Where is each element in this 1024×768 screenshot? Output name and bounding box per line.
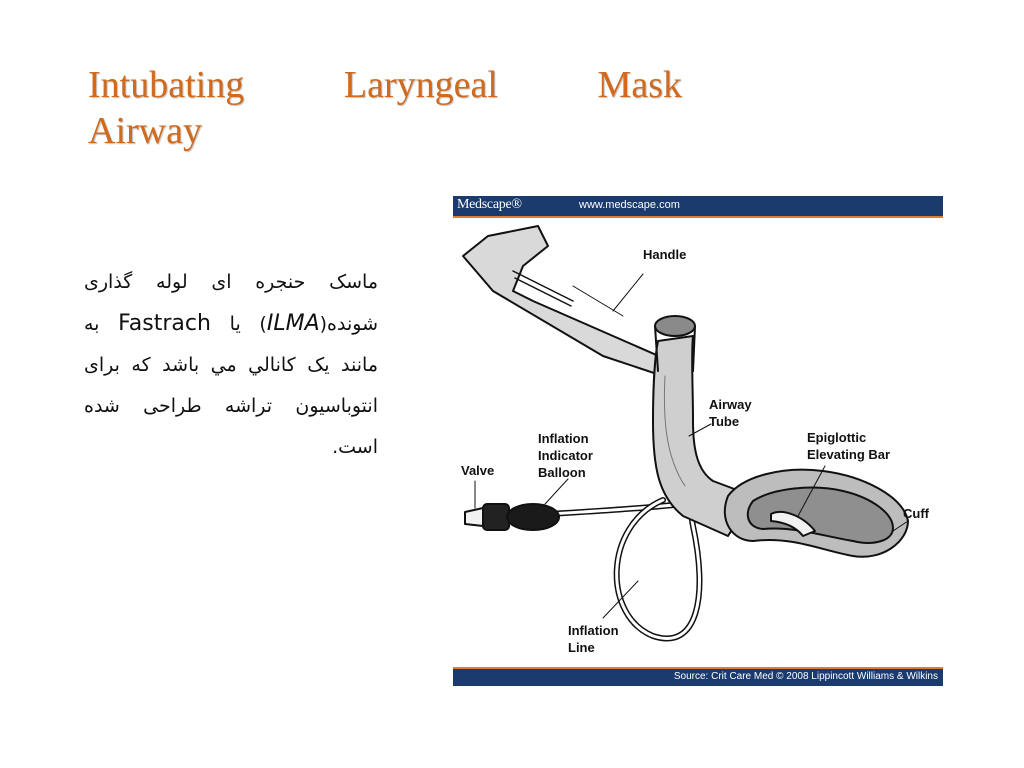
label-airway-tube-line1: Airway (709, 397, 752, 412)
leader-balloon (545, 479, 568, 504)
body-segment-2: ) یا (210, 313, 267, 335)
label-balloon-line2: Indicator (538, 448, 593, 463)
label-valve (461, 462, 494, 479)
label-balloon-line3: Balloon (538, 465, 586, 480)
label-cuff-text: Cuff (903, 506, 929, 521)
label-airway-tube (709, 396, 752, 430)
body-abbrev: ILMA (266, 311, 320, 336)
body-segment-1: ماسک حنجره ای لوله گذاری شونده( (84, 271, 378, 335)
ilma-figure (453, 196, 943, 686)
label-epiglottic-line1: Epiglottic (807, 430, 867, 445)
title-word-2: Laryngeal (343, 64, 498, 106)
medscape-logo: Medscape® (457, 197, 522, 212)
figure-footer (453, 667, 943, 686)
label-inflation-line-line1: Inflation (568, 623, 619, 638)
title-line-2: Airway (88, 110, 202, 152)
valve-body (483, 504, 509, 530)
label-airway-tube-line2: Tube (709, 414, 740, 429)
label-balloon-line1: Inflation (538, 431, 589, 446)
leader-handle (613, 274, 643, 311)
title-word-3: Mask (597, 64, 682, 106)
valve-tip (465, 508, 483, 526)
label-inflation-line-line2: Line (568, 640, 595, 655)
title-word-1: Intubating (88, 64, 245, 106)
label-inflation-line (568, 622, 619, 656)
title-line-1 (88, 62, 682, 108)
body-segment-3: به مانند یک کانالي مي باشد که برای انتوباسیون تراشه طراحی شده است. (84, 313, 378, 458)
slide-title (88, 62, 682, 154)
indicator-balloon (507, 504, 559, 530)
medscape-url: www.medscape.com (579, 199, 680, 211)
label-handle (643, 246, 686, 263)
label-valve-text: Valve (461, 463, 495, 478)
label-cuff (903, 505, 929, 522)
airway-tube-opening (655, 316, 695, 336)
label-inflation-indicator-balloon (538, 430, 593, 481)
figure-source: Source: Crit Care Med © 2008 Lippincott Williams & Wilkins (673, 671, 938, 682)
label-handle-text: Handle (643, 247, 687, 262)
label-epiglottic-bar (807, 429, 890, 463)
label-epiglottic-line2: Elevating Bar (807, 447, 891, 462)
slide-body-text (84, 262, 378, 468)
body-product: Fastrach (118, 311, 211, 336)
